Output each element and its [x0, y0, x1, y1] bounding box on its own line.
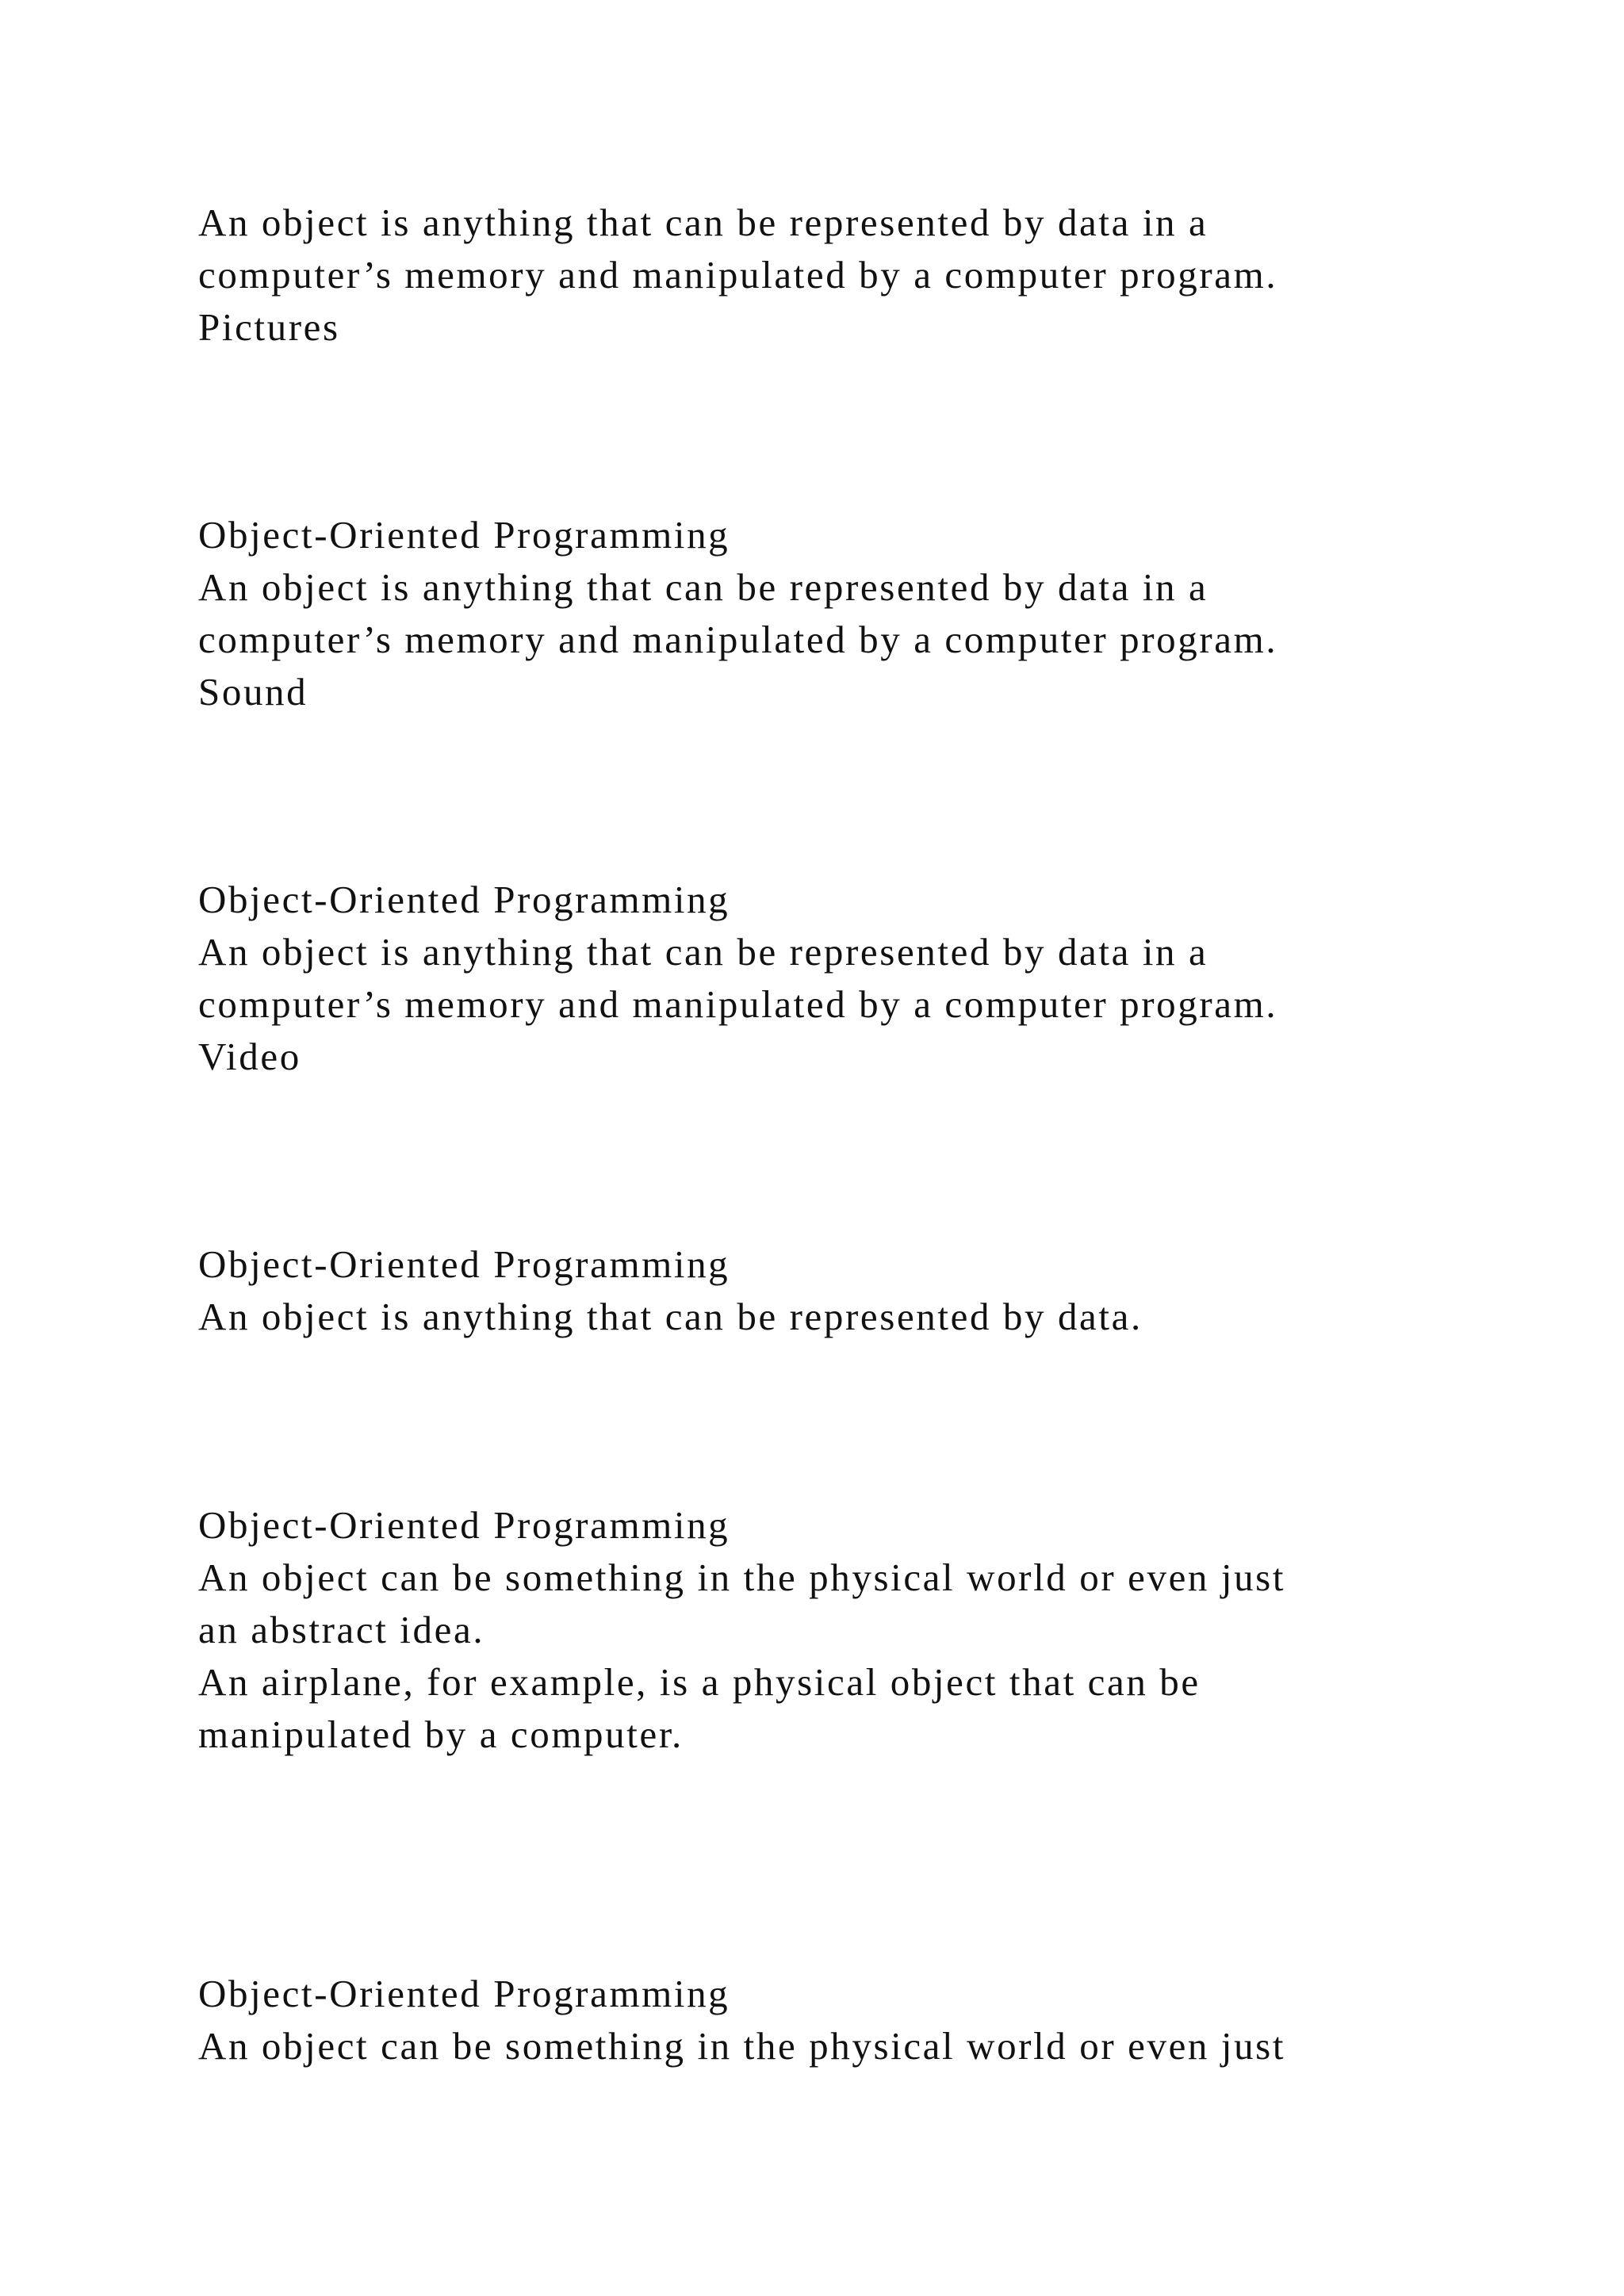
text-block-continued	[198, 1968, 1507, 2072]
body-line: An object is anything that can be represented by data in a	[198, 201, 1208, 244]
body-line: An object is anything that can be represented by data in a	[198, 930, 1208, 974]
body-line: manipulated by a computer.	[198, 1712, 684, 1756]
body-line: An object is anything that can be represented by data in a	[198, 565, 1208, 609]
body-line: computer’s memory and manipulated by a computer program.	[198, 253, 1278, 297]
body-line: computer’s memory and manipulated by a computer program.	[198, 618, 1278, 661]
text-block-sound	[198, 509, 1507, 718]
section-heading: Object-Oriented Programming	[198, 878, 730, 921]
section-heading: Object-Oriented Programming	[198, 513, 730, 557]
body-line: An object can be something in the physical world or even just	[198, 1556, 1286, 1599]
text-block-data	[198, 1238, 1507, 1343]
section-heading: Object-Oriented Programming	[198, 1972, 730, 2015]
body-line: An object is anything that can be represented by data.	[198, 1295, 1143, 1338]
body-line: an abstract idea.	[198, 1608, 485, 1651]
body-line: An airplane, for example, is a physical object that can be	[198, 1660, 1201, 1704]
body-line: Video	[198, 1035, 301, 1078]
body-line: An object can be something in the physical world or even just	[198, 2024, 1286, 2068]
section-heading: Object-Oriented Programming	[198, 1503, 730, 1547]
text-block-physical-world	[198, 1499, 1507, 1761]
section-heading: Object-Oriented Programming	[198, 1242, 730, 1286]
body-line: computer’s memory and manipulated by a computer program.	[198, 982, 1278, 1026]
body-line: Sound	[198, 670, 308, 714]
body-line: Pictures	[198, 305, 340, 349]
text-block-pictures	[198, 197, 1507, 354]
text-block-video	[198, 874, 1507, 1083]
